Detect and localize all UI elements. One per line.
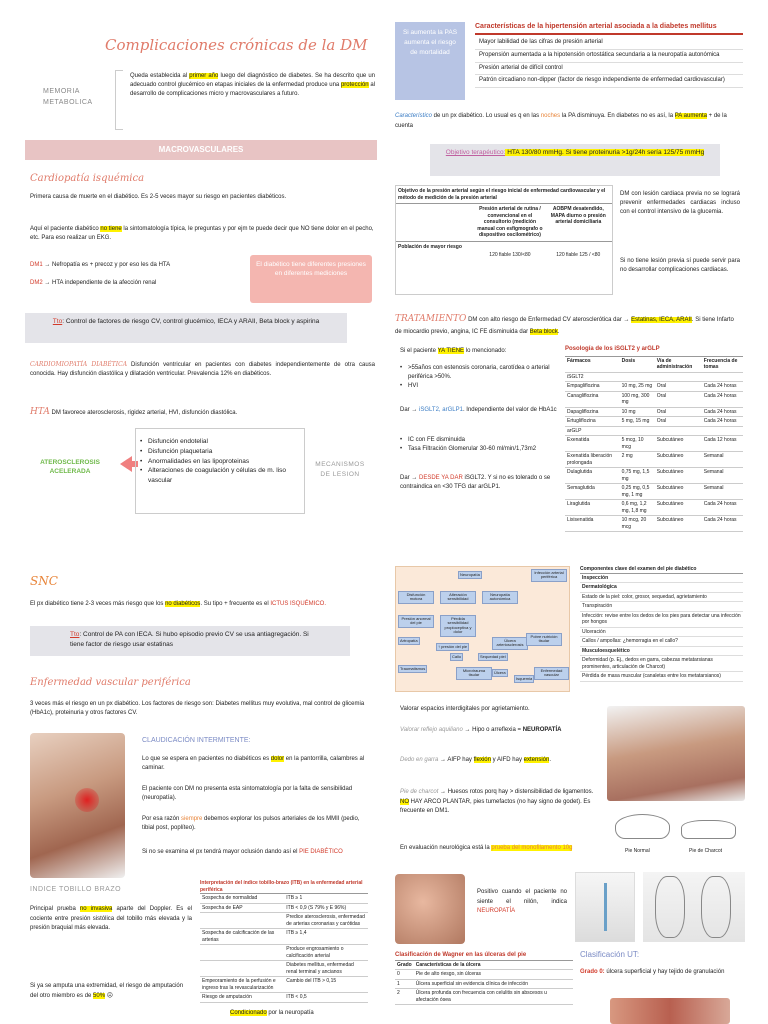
wagner-row [395,970,573,980]
posologia-cell [655,372,702,382]
diagram-node: Neuropatía [458,571,482,579]
posologia-cell [702,372,743,382]
posologia-cell [620,372,655,382]
itb-row [200,913,368,929]
pain-spot-icon [75,788,99,812]
snc-title: SNC [30,574,58,588]
valorar-text: Valorar espacios interdigitales por agrietamiento. [400,706,530,712]
itb-cell: Diabetes mellitus, enfermedad renal terminal y ancianos [284,961,368,977]
posologia-header: Fármacos [565,357,620,373]
componentes-row: Inspección [580,574,743,584]
diagram-node: Artropatía [398,637,420,645]
posologia-row [565,468,743,484]
snc-text: El px diabético tiene 2-3 veces más riesgo que los no diabéticos. Su tipo + frecuente es el ICTUS ISQUÉMICO. [30,601,326,607]
posologia-cell: Oral [655,407,702,417]
posologia-cell: 10 mcg, 20 mcg [620,516,655,532]
posologia-cell: Subcutáneo [655,468,702,484]
posologia-cell [620,426,655,436]
claud-text-2: El paciente con DM no presenta esta sintomatología por la falta de sensibilidad (neuropatía). [142,786,353,801]
snc-tto-box: Tto: Control de PA con IECA. Si hubo episodio previo CV se usa antiagregación. Si tiene factor de riesgo usar estatinas [30,626,350,656]
posologia-grid [565,357,743,533]
posologia-row [565,436,743,452]
posologia-cell: Dapagliflozina [565,407,620,417]
evp-text: 3 veces más el riesgo en un px diabético. Los factores de riesgo son: Diabetes mellitus muy evolutiva, mal control de glicemia (HbA1c), proteinuria y otros factores CV. [30,701,365,716]
diagram-node: Sequedad piel [478,653,508,661]
posologia-cell: Cada 24 horas [702,407,743,417]
posologia-cell: iSGLT2 [565,372,620,382]
pink-note-box: El diabético tiene diferentes presiones en diferentes mediciones [250,255,372,303]
posologia-row [565,500,743,516]
posologia-cell: Canagliflozina [565,391,620,407]
itb-cell: Riesgo de amputación [200,993,284,1003]
posologia-cell: Cada 24 horas [702,417,743,427]
posologia-cell: 2 mg [620,452,655,468]
itb-cell: ITB ≥ 1,4 [284,929,368,945]
hta-text: HTA DM favorece aterosclerosis, rigidez arterial, HVI, disfunción diastólica. [30,407,238,417]
posologia-cell: Cada 24 horas [702,516,743,532]
itb-grid [200,894,368,1003]
posologia-cell: Semanal [702,452,743,468]
caracteristico-text: Característico de un px diabético. Lo usual es q en las noches la PA disminuya. En diabetes no es así, la PA aumenta + de la cuenta [395,113,727,129]
memoria-text: Queda establecida al primer año luego del diagnóstico de diabetes. Se ha descrito que un adecuado control glucémico en etapas iniciales de la enfermedad produce una protección al desarrollo de complicaciones micro y macrovasculares a futuro. [130,73,376,97]
itb-row [200,961,368,977]
wagner-cell: Úlcera superficial sin evidencia clínica de infección [414,979,573,989]
posologia-cell: 5 mg, 15 mg [620,417,655,427]
wagner-cell: Pie de alto riesgo, sin úlceras [414,970,573,980]
cardiopatia-title: Cardiopatía isquémica [30,173,145,184]
posologia-cell: 0,25 mg, 0,5 mg, 1 mg [620,484,655,500]
positivo-text: Positivo cuando el paciente no siente el nilón, indica NEUROPATÍA [477,889,567,915]
charcot-foot-photo [607,706,745,801]
itb-cell: Sospecha de calcificación de las arterias [200,929,284,945]
objetivo-box: Objetivo terapéutico: HTA 130/80 mmHg. Si tiene proteinuria >1g/24h sería 125/75 mmHg [430,144,720,176]
posologia-cell: Oral [655,417,702,427]
dm-lesion-text: DM con lesión cardiaca previa no se logrará prevenir enfermedades cardiacas incluso con el control intensivo de la glucemia. [620,191,740,215]
itb-text-2: Si ya se amputa una extremidad, el riesgo de amputación del otro miembro es de 50% ☹ [30,983,184,999]
posologia-cell: 0,75 mg, 1,5 mg [620,468,655,484]
posologia-cell: Subcutáneo [655,500,702,516]
diagram-node: Úlcera arteriosclerosis [492,637,528,650]
itb-cell: Empeoramiento de la perfusión e ingreso tras la revascularización [200,977,284,993]
diagram-node: Disfunción motora [398,591,434,604]
hta-features-table [475,22,743,88]
cardiopatia-text-1: Primera causa de muerte en el diabético. Es 2-5 veces mayor su riesgo en pacientes diabéticos. [30,194,287,200]
posologia-cell: Lixisenatida [565,516,620,532]
wagner-cell: 0 [395,970,414,980]
wagner-row [395,979,573,989]
posologia-cell: 100 mg, 300 mg [620,391,655,407]
macrovasculares-banner: MACROVASCULARES [25,140,377,160]
posologia-cell: Subcutáneo [655,436,702,452]
posologia-cell: 5 mcg, 10 mcg [620,436,655,452]
wagner-cell: 2 [395,989,414,1005]
posologia-cell: Cada 24 horas [702,500,743,516]
reflejo-text: Valorar reflejo aquiliano → Hipo o arreflexia = NEUROPATÍA [400,727,562,733]
monofilament-toes-photo [395,874,465,944]
mortality-box: Si aumenta la PAS aumenta el riesgo de mortalidad [395,22,465,100]
charcot-text: Pie de charcot → Huesos rotos porq hay > distensibilidad de ligamentos. NO HAY ARCO PLANTAR, pies tumefactos (no hay signo de godet). Es frecuente en DM1. [400,789,594,815]
diagram-node: Alteración sensibilidad [440,591,476,604]
itb-cell: ITB ≥ 1 [284,894,368,903]
posologia-cell: 10 mg [620,407,655,417]
dm-no-lesion-text: Si no tiene lesión previa sí puede servir para no desarrollar complicaciones cardiacas. [620,258,740,273]
itb-row [200,977,368,993]
memoria-bracket [115,70,123,130]
evaluacion-text: En evaluación neurológica está la prueba del monofilamento 10g [400,845,573,851]
claud-text-4: Si no se examina el px tendrá mayor oclusión dando así el PIE DIABÉTICO [142,849,343,855]
posologia-cell: Empagliflozina [565,382,620,392]
posologia-header: Frecuencia de tomas [702,357,743,373]
posologia-row [565,426,743,436]
posologia-cell: Exenatida liberación prolongada [565,452,620,468]
posologia-cell: Oral [655,391,702,407]
posologia-cell: arGLP [565,426,620,436]
posologia-cell: Semanal [702,468,743,484]
itb-cell: Cambio del ITB > 0,15 [284,977,368,993]
wagner-cell: 1 [395,979,414,989]
claud-text-3: Por esa razón siempre debemos explorar los pulsos arteriales de los MMII (pedio, tibial post, poplíteo). [142,816,360,831]
posologia-cell: Subcutáneo [655,516,702,532]
dedo-garra-text: Dedo en garra → AIFP hay flexión y AIFD hay extensión. [400,757,551,763]
posologia-row [565,417,743,427]
cardiopatia-text-2: Aquí el paciente diabético no tiene la sintomatología típica, le preguntas y por ejm te puede decir que NO tiene dolor en el pecho, etc. Para eso realizar un EKG. [30,226,374,241]
diagram-node: Isquemia [514,675,534,683]
itb-cell: Predice aterosclerosis, enfermedad de arterias coronarias y carótidas [284,913,368,929]
diagram-node: Presión anormal del pie [398,615,434,628]
itb-cell: ITB < 0,9 (S 79% y E 96%) [284,903,368,913]
componentes-row: Musculoesquelético [580,647,743,657]
hta-row-2: Propensión aumentada a la hipotensión ortostática secundaria a la neuropatía autonómica [475,50,743,63]
dm2-line: DM2 → HTA independiente de la afección renal [30,280,157,286]
diagram-node: Neuropatía autonómica [482,591,518,604]
grado-0-text: Grado 0: úlcera superficial y hay tejido de granulación [580,969,725,975]
itb-cell: Sospecha de EAP [200,903,284,913]
itb-cell [200,945,284,961]
diagram-node: Microtrauma tisular [456,667,492,680]
componentes-row: Ulceración [580,628,743,638]
posologia-header: Dosis [620,357,655,373]
diagram-node: Pérdida sensibilidad propioceptiva y dolor [440,615,476,637]
componentes-row: Estado de la piel: color, grosor, sequedad, agrietamiento [580,593,743,603]
componentes-row: Deformidad (p. Ej., dedos en garra, cabezas metatarsianas prominentes, articulación de Charcot) [580,656,743,672]
wagner-grid: Grado Características de la úlcera 0 Pie de alto riesgo, sin úlceras 1 Úlcera superficial sin evidencia clínica de infección 2 Úlcera profunda con frecuencia con celulitis sin abscesos u afectación ósea [395,961,573,1006]
diagram-node: Infección arterial periférica [531,569,567,582]
ulcer-photo [610,998,730,1024]
diagram-node: Enfermedad vascular [534,667,569,680]
si-list: • >55años con estenosis coronaria, carotídea o arterial periférica >50%. • HVI [400,364,558,391]
diagram-node: Traumatismos [398,665,427,673]
foot-diagrams: Pie Normal Pie de Charcot [607,806,745,862]
componentes-row: Dermatológica [580,583,743,593]
page-2 [395,22,745,530]
posologia-cell: Cada 12 horas [702,436,743,452]
itb-row [200,894,368,903]
cardiomiopatia-text: CARDIOMIOPATÍA DIABÉTICA Disfunción ventricular en pacientes con diabetes independientemente de otra causa conocida. Hay disfunción diastólica y dilatación ventricular. Prevalencia 12% en diabéticos. [30,361,375,377]
wagner-table: Clasificación de Wagner en las úlceras del pie Grado Características de la úlcera 0 Pie de alto riesgo, sin úlceras 1 Úlcera superficial sin evidencia clínica de infección 2 Úlcera profunda con frecuencia con celulitis sin abscesos u afectación ósea [395,952,573,1005]
posologia-row [565,372,743,382]
dm1-line: DM1 → Nefropatía es + precoz y por eso les da HTA [30,262,171,268]
posologia-table: Posología de los iSGLT2 y arGLP Fármacos Dosis Vía de administración Frecuencia de tomas iSGLT2 Empagliflozina 10 mg, 25 mg Oral Cada 24 horas Canagliflozina 100 mg, 300 mg Oral Cada 24 horas Dapagliflozina 10 mg Oral Cada 24 horas Ertugliflozina 5 mg, 15 mg Oral Cada 24 horas arGLP Exenatida 5 mcg, 10 mcg Subcutáneo Cada 12 horas Exenatida liberación prolongada 2 mg Subcutáneo Semanal Dulaglutida 0,75 mg, 1,5 mg Subcutáneo Semanal Semaglutida 0,25 mg, 0,5 mg, 1 mg Subcutáneo Semanal Liraglutida 0,6 mg, 1,2 mg, 1,8 mg Subcutáneo Cada 24 horas Lixisenatida 10 mcg, 20 mcg Subcutáneo Cada 24 horas [565,346,743,532]
foot-sole-icon-2 [701,876,731,938]
memoria-label: MEMORIA METABOLICA [43,88,93,107]
posologia-row [565,391,743,407]
itb-row [200,903,368,913]
posologia-cell: Subcutáneo [655,484,702,500]
posologia-row [565,452,743,468]
page-3 [30,570,370,1024]
pie-diabetico-diagram [395,566,570,692]
foot-sole-icon [655,876,685,938]
page-4 [395,566,745,1024]
clasificacion-ut-title: Clasificación UT: [580,950,640,959]
dar-2-text: Dar → DESDE YA DAR iSGLT2. Y si no es tolerado o se contraindica en <30 TFG dar arGLP1. [400,475,551,490]
itb-title: INDICE TOBILLO BRAZO [30,886,122,893]
si-paciente-text: Si el paciente YA TIENE lo mencionado: [400,348,507,354]
hta-row-1: Mayor labilidad de las cifras de presión arterial [475,37,743,50]
wagner-cell: Úlcera profunda con frecuencia con celulitis sin abscesos u afectación ósea [414,989,573,1005]
foot-points-photo [643,872,745,942]
itb-cell [200,913,284,929]
tto-box: Tto: Control de factores de riesgo CV, control glucémico, IECA y ARAII, Beta block y aspirina [25,313,347,343]
hta-row-3: Presión arterial de difícil control [475,63,743,76]
componentes-table: Componentes clave del examen del pie diabético Inspección Dermatológica Estado de la piel: color, grosor, sequedad, agrietamiento Transpiración Infección: revise entre los dedos de los pies para detectar una infección por hongos Ulceración Callos / ampollas: ¿hemorragia en el callo? Musculoesquelético Deformidad (p. Ej., dedos en garra, cabezas metatarsianas prominentes, articulación de Charcot) Pérdida de masa muscular (canaletas entre los metatarsianos) [580,566,743,682]
posologia-cell: 10 mg, 25 mg [620,382,655,392]
posologia-cell [702,426,743,436]
pa-objective-table: Objetivo de la presión arterial según el riesgo inicial de enfermedad cardiovascular y el método de medición de la presión arterial Presión arterial de rutina / convencional en el consultorio (medición manual con esfigmografo o dispositivo oscilométrico) AOBPM desatendido, MAPA diurno o presión arterial domiciliaria Población de mayor riesgo 120 fiable 130/<80 120 fiable 125 / <80 [395,185,613,295]
condicionado-text: Condicionado por la neuropatía [230,1010,314,1016]
diagram-node: Callo [450,653,463,661]
itb-cell: Produce engrosamiento o calcificación arterial [284,945,368,961]
wagner-row [395,989,573,1005]
itb-row [200,993,368,1003]
posologia-cell: 0,6 mg, 1,2 mg, 1,8 mg [620,500,655,516]
componentes-row: Infección: revise entre los dedos de los pies para detectar una infección por hongos [580,612,743,628]
posologia-cell: Oral [655,382,702,392]
posologia-cell: Dulaglutida [565,468,620,484]
posologia-row [565,407,743,417]
posologia-row [565,382,743,392]
posologia-cell: Liraglutida [565,500,620,516]
posologia-row [565,516,743,532]
itb-table: Interpretación del índice tobillo-brazo (ITB) en la enfermedad arterial periférica Sospecha de normalidad ITB ≥ 1 Sospecha de EAP ITB < 0,9 (S 79% y E 96%) Predice aterosclerosis, enfermedad de arterias coronarias y carótidas Sospecha de calcificación de las arterias ITB ≥ 1,4 Produce engrosamiento o calcificación arterial Diabetes mellitus, enfermedad renal terminal y ancianos Empeoramiento de la perfusión e ingreso tras la revascularización Cambio del ITB > 0,15 Riesgo de amputación ITB < 0,5 [200,880,368,1003]
page-1 [25,30,377,520]
itb-text-1: Principal prueba no invasiva aparte del Doppler. Es el cociente entre presión sistólica del tobillo más elevada y la presión braquial más elevada. [30,906,192,932]
hta-row-4: Patrón circadiano non-dipper (factor de riesgo independiente de enfermedad cardiovascular) [475,75,743,88]
diagram-node: Pobre nutrición tisular [526,633,562,646]
diagram-node: ↑ presión del pie [436,643,469,651]
itb-cell [200,961,284,977]
diagram-node: Úlcera [492,669,508,677]
componentes-row: Callos / ampollas: ¿hemorragia en el callo? [580,637,743,647]
page-title: Complicaciones crónicas de la DM [105,36,368,54]
posologia-cell: Subcutáneo [655,452,702,468]
componentes-row: Pérdida de masa muscular (canaletas entre los metatarsianos) [580,672,743,682]
posologia-cell: Semaglutida [565,484,620,500]
charcot-foot-icon [681,820,736,839]
leg-pain-image [30,733,125,878]
posologia-row [565,484,743,500]
mecanismos-list: • Disfunción endotelial • Disfunción plaquetaria • Anormalidades en las lipoproteinas • Alteraciones de coagulación y células de m. liso vascular [140,437,300,486]
posologia-cell: Ertugliflozina [565,417,620,427]
itb-cell: ITB < 0,5 [284,993,368,1003]
normal-foot-icon [615,814,670,839]
aterosclerosis-label: ATEROSCLEROSIS ACELERADA [40,459,100,476]
evp-title: Enfermedad vascular periférica [30,677,191,688]
posologia-header: Vía de administración [655,357,702,373]
ic-list: • IC con FE disminuida • Tasa Filtración Glomerular 30-60 ml/min/1,73m2 [400,436,558,454]
componentes-row: Transpiración [580,602,743,612]
posologia-cell [655,426,702,436]
monofilament-tool-icon [604,883,607,931]
monofilament-photo [575,872,635,942]
itb-row [200,929,368,945]
claudicacion-title: CLAUDICACIÓN INTERMITENTE: [142,737,251,744]
posologia-cell: Cada 24 horas [702,382,743,392]
posologia-cell: Exenatida [565,436,620,452]
mecanismos-box [135,428,305,514]
posologia-cell: Semanal [702,484,743,500]
hta-table-title: Características de la hipertensión arterial asociada a la diabetes mellitus [475,22,743,35]
posologia-cell: Cada 24 horas [702,391,743,407]
claud-text-1: Lo que se espera en pacientes no diabéticos es dolor en la pantorrilla, calambres al caminar. [142,756,365,771]
mecanismos-label: MECANISMOS DE LESION [315,461,365,479]
itb-cell: Sospecha de normalidad [200,894,284,903]
tratamiento-text: TRATAMIENTO DM con alto riesgo de Enfermedad CV aterosclerótica dar → Estatinas, IECA, ARAII. Si tiene Infarto de miocardio previo, angina, IC FE disminuida dar Beta block. [395,314,734,336]
itb-row [200,945,368,961]
dar-1-text: Dar → iSGLT2, arGLP1. Independiente del valor de HbA1c [400,407,557,413]
